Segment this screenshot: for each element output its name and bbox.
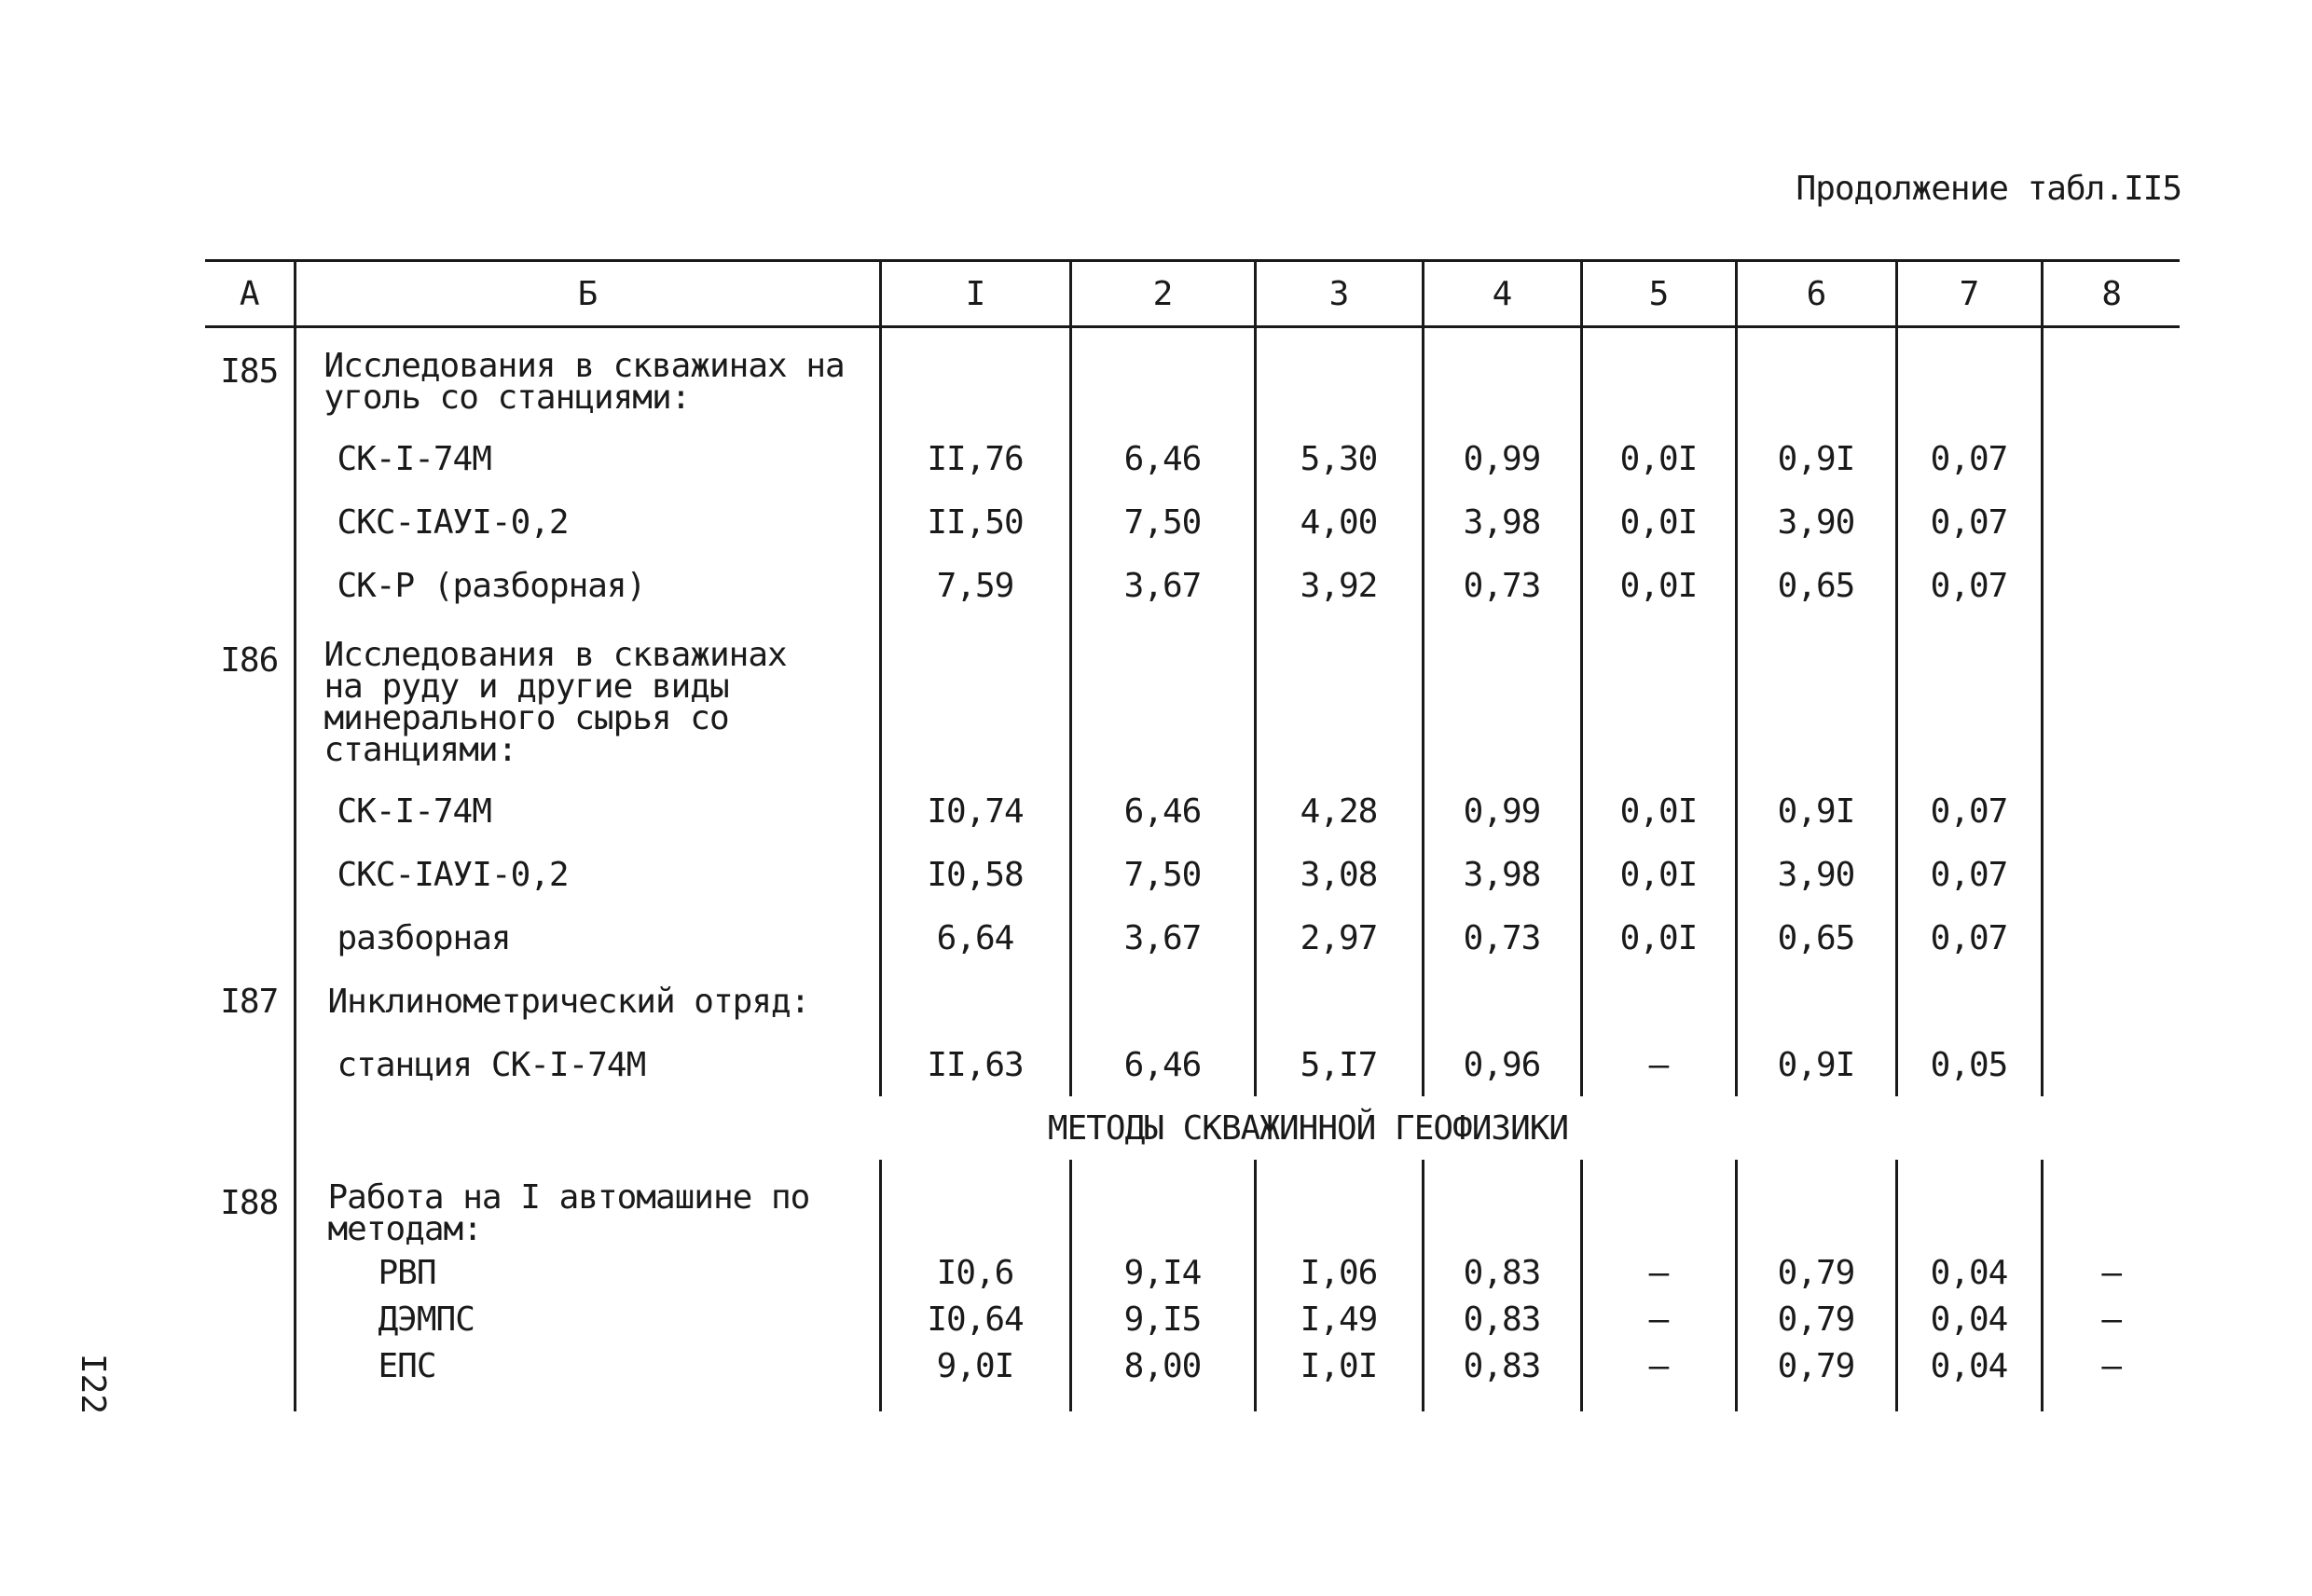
value-cell: 0,0I xyxy=(1581,906,1736,970)
row-label: станция СК-I-74М xyxy=(295,1033,880,1096)
group-title: Работа на I автомашине по методам: xyxy=(295,1182,880,1249)
group-title: Исследования в скважинах на руду и другие виды минерального сырья со станциями: xyxy=(295,640,880,779)
value-cell: I0,58 xyxy=(880,843,1070,906)
value-cell: 0,0I xyxy=(1581,779,1736,843)
value-cell: 3,98 xyxy=(1423,843,1581,906)
table-row xyxy=(205,554,2180,617)
table-row xyxy=(205,1342,2180,1389)
group-title: Исследования в скважинах на уголь со станциями: xyxy=(295,351,880,427)
value-cell: 4,28 xyxy=(1255,779,1423,843)
value-cell: 0,0I xyxy=(1581,843,1736,906)
table-caption: Продолжение табл.II5 xyxy=(1796,170,2181,208)
value-cell: 0,96 xyxy=(1423,1033,1581,1096)
group-title-row xyxy=(205,351,2180,427)
value-cell: 6,64 xyxy=(880,906,1070,970)
value-cell: 0,0I xyxy=(1581,427,1736,490)
section-title: МЕТОДЫ СКВАЖИННОЙ ГЕОФИЗИКИ xyxy=(1047,1108,1569,1148)
value-cell: 4,00 xyxy=(1255,490,1423,554)
value-cell: I,06 xyxy=(1255,1249,1423,1296)
value-cell: I,49 xyxy=(1255,1296,1423,1342)
value-cell: 0,83 xyxy=(1423,1249,1581,1296)
value-cell: – xyxy=(2042,1249,2180,1296)
header-cell: 2 xyxy=(1070,261,1255,327)
value-cell: 0,04 xyxy=(1896,1296,2042,1342)
value-cell: 0,07 xyxy=(1896,843,2042,906)
value-cell: 0,79 xyxy=(1736,1296,1896,1342)
value-cell: 9,I5 xyxy=(1070,1296,1255,1342)
value-cell: 0,07 xyxy=(1896,779,2042,843)
value-cell: 3,67 xyxy=(1070,906,1255,970)
value-cell xyxy=(2042,906,2180,970)
row-code: I88 xyxy=(220,1184,279,1222)
table-row xyxy=(205,1296,2180,1342)
value-cell xyxy=(2042,490,2180,554)
value-cell: 6,46 xyxy=(1070,427,1255,490)
value-cell: 7,59 xyxy=(880,554,1070,617)
value-cell: I0,64 xyxy=(880,1296,1070,1342)
row-label: РВП xyxy=(295,1249,880,1296)
value-cell: 0,9I xyxy=(1736,427,1896,490)
value-cell: 0,79 xyxy=(1736,1249,1896,1296)
value-cell: 0,0I xyxy=(1581,490,1736,554)
group-title: Инклинометрический отряд: xyxy=(295,970,880,1033)
value-cell: 3,98 xyxy=(1423,490,1581,554)
value-cell: – xyxy=(2042,1296,2180,1342)
table-row xyxy=(205,906,2180,970)
value-cell: 0,0I xyxy=(1581,554,1736,617)
value-cell: – xyxy=(1581,1033,1736,1096)
value-cell: I0,6 xyxy=(880,1249,1070,1296)
section-row xyxy=(205,1096,2180,1160)
header-cell: 8 xyxy=(2042,261,2180,327)
value-cell: 0,07 xyxy=(1896,554,2042,617)
table-row xyxy=(205,843,2180,906)
row-label: СК-I-74М xyxy=(295,779,880,843)
value-cell: 5,30 xyxy=(1255,427,1423,490)
value-cell: 3,92 xyxy=(1255,554,1423,617)
row-code: I87 xyxy=(220,982,279,1021)
value-cell: – xyxy=(1581,1249,1736,1296)
header-cell: 7 xyxy=(1896,261,2042,327)
value-cell: 7,50 xyxy=(1070,843,1255,906)
row-label: ДЭМПС xyxy=(295,1296,880,1342)
row-code: I86 xyxy=(220,641,279,680)
row-label: СКС-IАУI-0,2 xyxy=(295,490,880,554)
value-cell: 0,9I xyxy=(1736,779,1896,843)
table-row xyxy=(205,1249,2180,1296)
value-cell: 0,07 xyxy=(1896,906,2042,970)
page-number: I22 xyxy=(74,1354,112,1415)
value-cell: 2,97 xyxy=(1255,906,1423,970)
value-cell xyxy=(2042,843,2180,906)
header-cell: 5 xyxy=(1581,261,1736,327)
value-cell xyxy=(2042,554,2180,617)
row-label: СК-I-74М xyxy=(295,427,880,490)
header-cell: Б xyxy=(295,261,880,327)
value-cell: 3,67 xyxy=(1070,554,1255,617)
header-cell: 6 xyxy=(1736,261,1896,327)
row-label: СК-Р (разборная) xyxy=(295,554,880,617)
value-cell: II,50 xyxy=(880,490,1070,554)
table-row xyxy=(205,779,2180,843)
value-cell: 0,07 xyxy=(1896,427,2042,490)
table-row xyxy=(205,427,2180,490)
group-title-row xyxy=(205,970,2180,1033)
value-cell: 0,83 xyxy=(1423,1342,1581,1389)
value-cell: 9,I4 xyxy=(1070,1249,1255,1296)
value-cell: 6,46 xyxy=(1070,779,1255,843)
value-cell: 0,07 xyxy=(1896,490,2042,554)
value-cell: – xyxy=(1581,1296,1736,1342)
value-cell: II,76 xyxy=(880,427,1070,490)
value-cell: 3,90 xyxy=(1736,490,1896,554)
value-cell: I,0I xyxy=(1255,1342,1423,1389)
value-cell: 5,I7 xyxy=(1255,1033,1423,1096)
value-cell: 0,99 xyxy=(1423,427,1581,490)
group-title-row xyxy=(205,640,2180,779)
table-row xyxy=(205,1033,2180,1096)
value-cell: 0,73 xyxy=(1423,906,1581,970)
value-cell: 3,08 xyxy=(1255,843,1423,906)
header-cell: I xyxy=(880,261,1070,327)
row-label: разборная xyxy=(295,906,880,970)
group-title-row xyxy=(205,1182,2180,1249)
value-cell: 0,65 xyxy=(1736,906,1896,970)
value-cell: 0,9I xyxy=(1736,1033,1896,1096)
data-table xyxy=(205,259,2180,1411)
header-cell: А xyxy=(205,261,295,327)
value-cell: II,63 xyxy=(880,1033,1070,1096)
table-row xyxy=(205,490,2180,554)
value-cell: 9,0I xyxy=(880,1342,1070,1389)
value-cell: 0,65 xyxy=(1736,554,1896,617)
row-code: I85 xyxy=(220,352,279,391)
value-cell: – xyxy=(1581,1342,1736,1389)
value-cell: 0,73 xyxy=(1423,554,1581,617)
header-cell: 4 xyxy=(1423,261,1581,327)
value-cell: 0,04 xyxy=(1896,1249,2042,1296)
header-row xyxy=(205,261,2180,327)
value-cell: 0,79 xyxy=(1736,1342,1896,1389)
header-cell: 3 xyxy=(1255,261,1423,327)
value-cell: 6,46 xyxy=(1070,1033,1255,1096)
value-cell xyxy=(2042,1033,2180,1096)
value-cell: I0,74 xyxy=(880,779,1070,843)
value-cell: 3,90 xyxy=(1736,843,1896,906)
value-cell xyxy=(2042,427,2180,490)
value-cell: 0,04 xyxy=(1896,1342,2042,1389)
row-label: СКС-IАУI-0,2 xyxy=(295,843,880,906)
value-cell xyxy=(2042,779,2180,843)
value-cell: – xyxy=(2042,1342,2180,1389)
value-cell: 0,99 xyxy=(1423,779,1581,843)
value-cell: 0,05 xyxy=(1896,1033,2042,1096)
value-cell: 8,00 xyxy=(1070,1342,1255,1389)
value-cell: 7,50 xyxy=(1070,490,1255,554)
row-label: ЕПС xyxy=(295,1342,880,1389)
value-cell: 0,83 xyxy=(1423,1296,1581,1342)
